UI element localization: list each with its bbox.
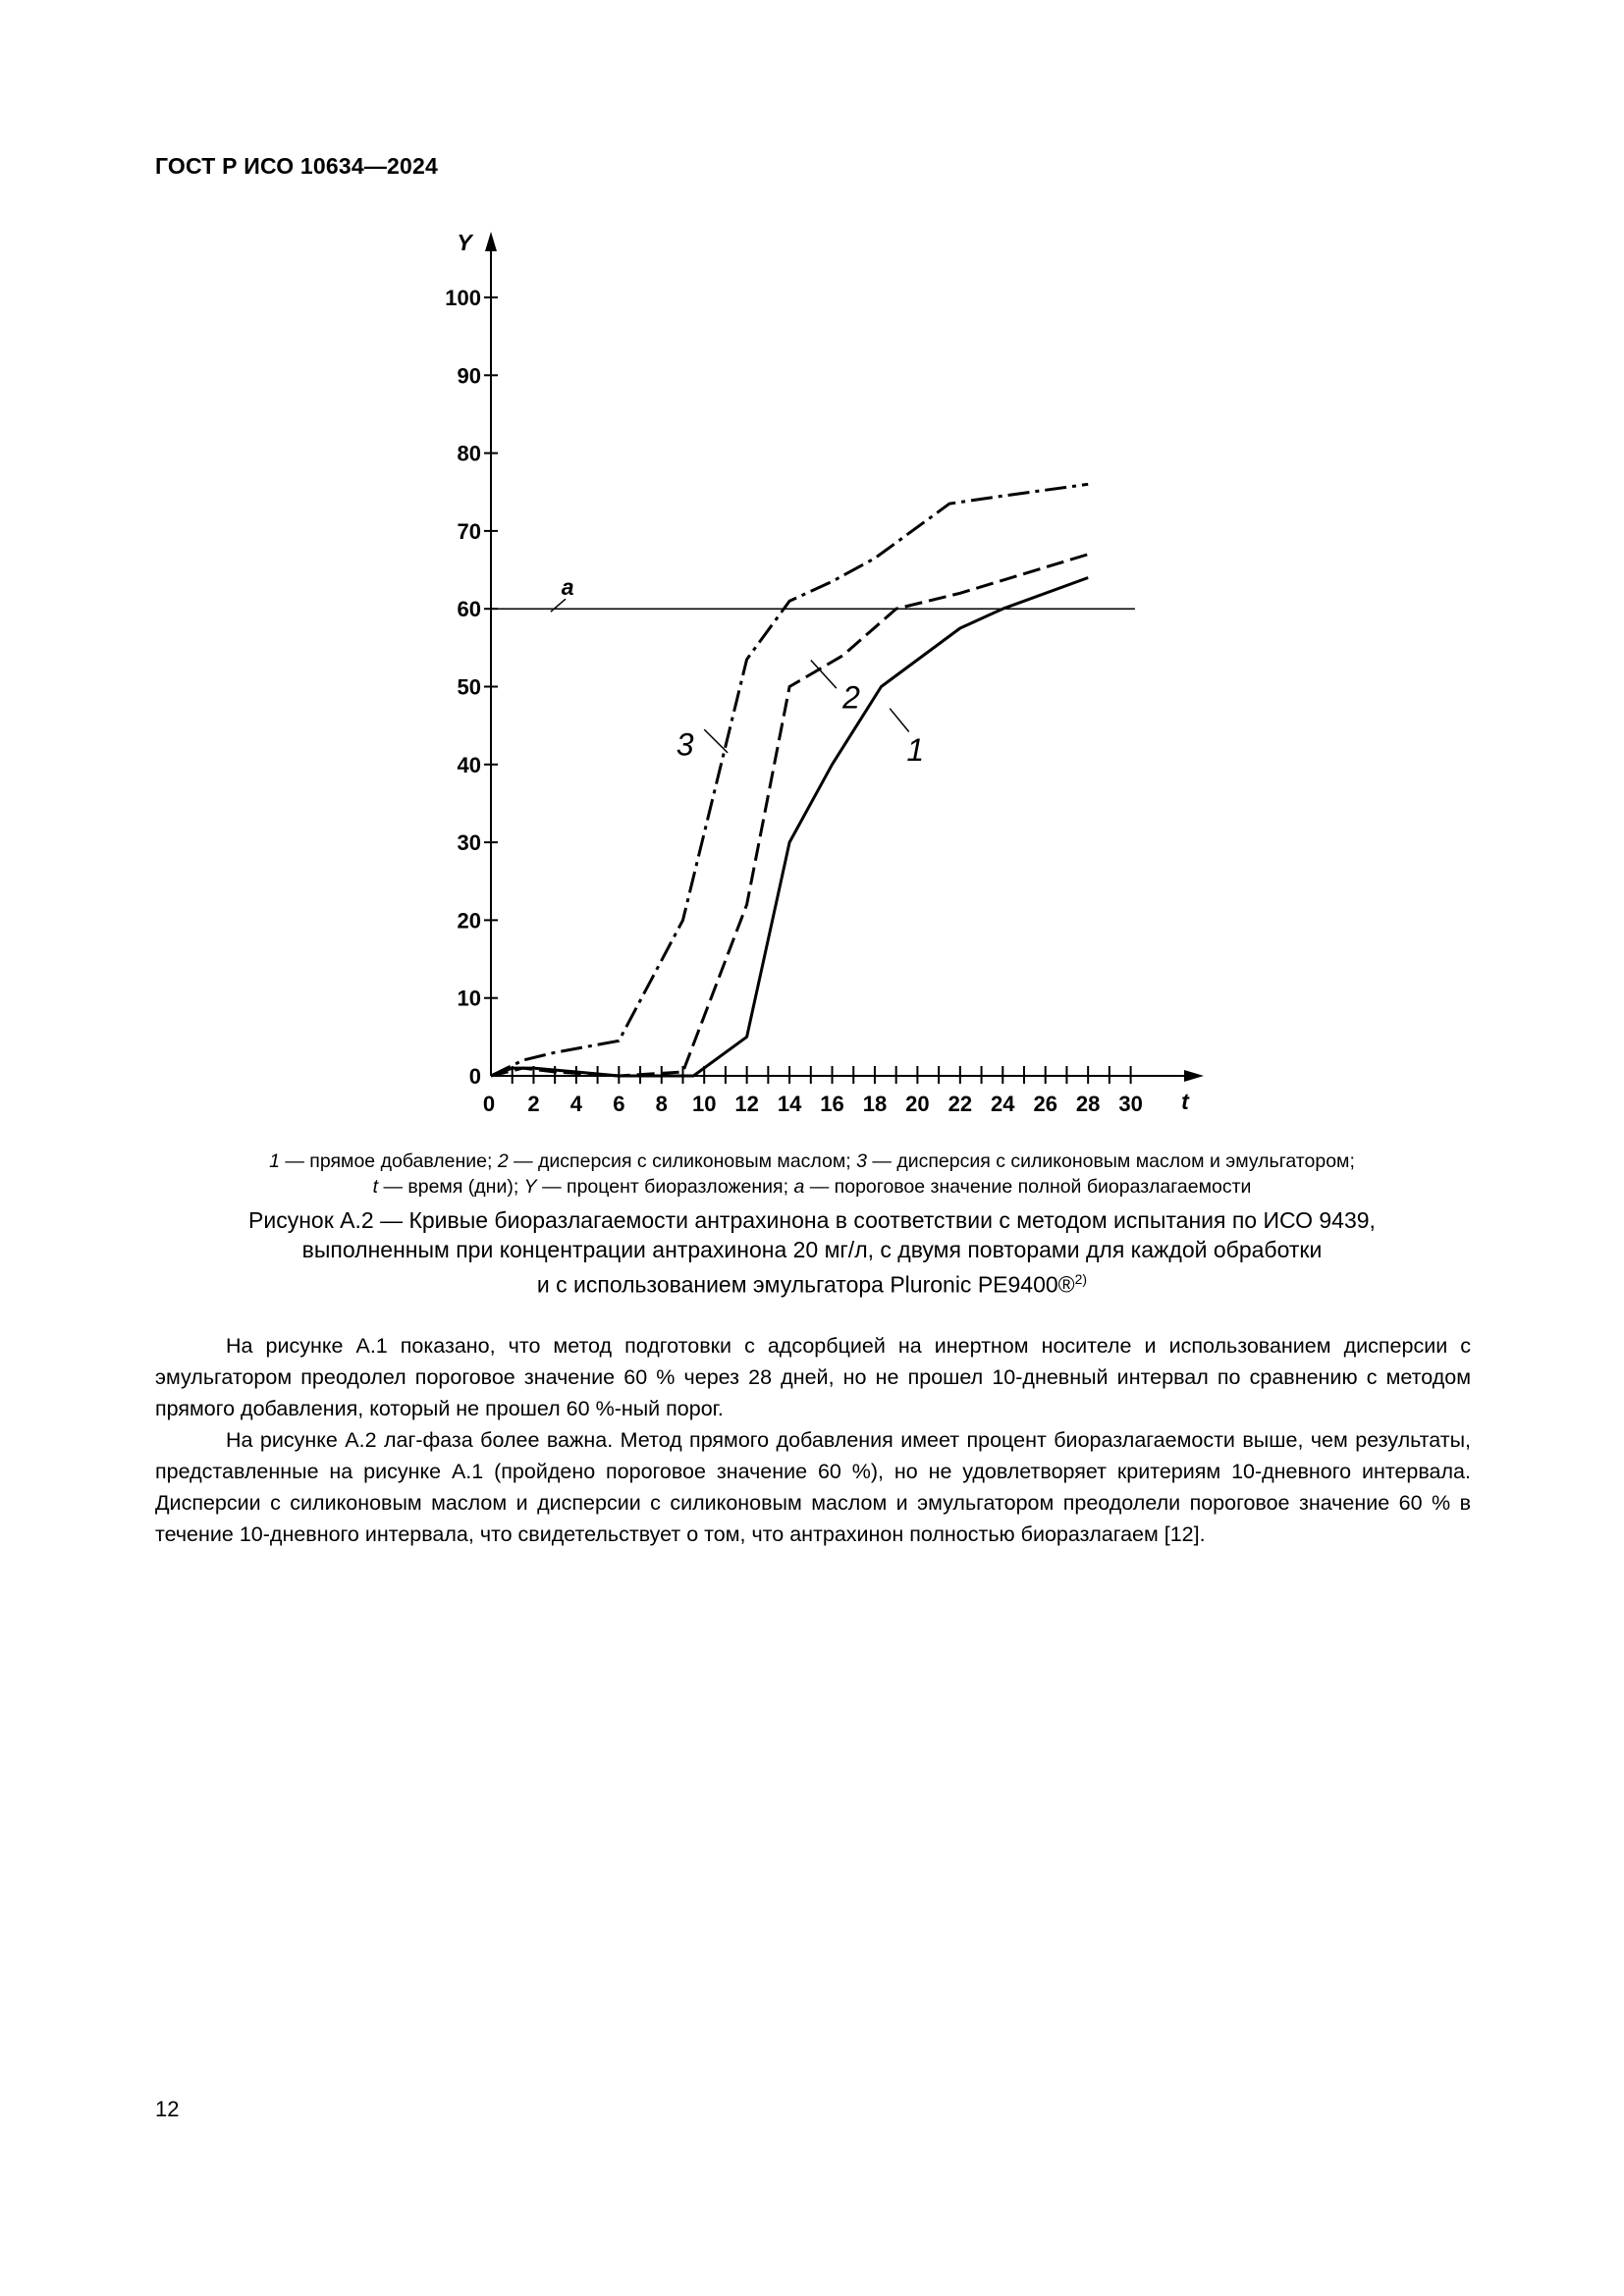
y-axis-label: Y	[457, 230, 472, 255]
caption-line-3-text: и с использованием эмульгатора Pluronic PE9400®	[536, 1271, 1075, 1298]
x-tick-label: 22	[947, 1092, 973, 1116]
x-tick-label: 26	[1033, 1092, 1057, 1116]
y-tick-label: 100	[445, 286, 481, 310]
series-line-3	[491, 484, 1088, 1076]
paragraph-1: На рисунке А.1 показано, что метод подготовки с адсорбцией на инертном носителе и использованием дисперсии с эмульгатором преодолел пороговое значение 60 % через 28 дней, но не прошел 10-дневный интервал по сравнению с методом прямого добавления, который не прошел 60 %-ный порог.	[155, 1334, 1471, 1420]
y-tick-label: 60	[457, 597, 481, 622]
x-tick-label: 20	[905, 1092, 930, 1116]
x-tick-label: 16	[820, 1092, 844, 1116]
series-line-1	[491, 578, 1088, 1077]
y-tick-label: 30	[457, 830, 481, 856]
x-tick-label: 12	[734, 1092, 759, 1116]
caption-footnote-ref: 2)	[1074, 1271, 1088, 1287]
x-tick-label: 4	[569, 1092, 583, 1116]
threshold-leader	[551, 599, 566, 612]
curve-label-1: 1	[906, 731, 925, 768]
paragraph-2: На рисунке А.2 лаг-фаза более важна. Метод прямого добавления имеет процент биоразлагаемости выше, чем результаты, представленные на рисунке А.1 (пройдено пороговое значение 60 %), но не удовлетворяет критериям 10-дневного интервала. Дисперсии с силиконовым маслом и дисперсии с силиконовым маслом и эмульгатором преодолели пороговое значение 60 % в течение 10-дневного интервала, что свидетельствует о том, что антрахинон полностью биоразлагаем [12].	[155, 1428, 1471, 1546]
caption-line-3	[118, 1264, 1506, 1300]
x-tick-label: 8	[655, 1092, 668, 1116]
legend-symbol: 1	[269, 1150, 280, 1172]
y-tick-label: 70	[457, 518, 481, 544]
y-tick-label: 20	[457, 908, 481, 934]
caption-line-2: выполненным при концентрации антрахинона 20 мг/л, с двумя повторами для каждой обработки	[301, 1237, 1323, 1262]
x-tick-label: 0	[482, 1092, 496, 1116]
x-tick-label: 10	[691, 1092, 717, 1116]
legend-symbol: a	[793, 1176, 805, 1198]
x-axis-arrow-icon	[1184, 1070, 1204, 1082]
figure-caption	[118, 1205, 1506, 1300]
legend-symbol: 2	[497, 1150, 509, 1172]
legend-symbol: 3	[856, 1150, 867, 1172]
curve-label-3: 3	[676, 726, 694, 763]
x-tick-label: 28	[1075, 1092, 1101, 1116]
series-line-2	[491, 555, 1088, 1076]
x-tick-label: 30	[1118, 1092, 1143, 1116]
curve-label-leader	[704, 729, 728, 753]
legend-symbol: t	[372, 1176, 379, 1198]
x-axis-label: t	[1181, 1089, 1189, 1114]
page-number: 12	[155, 2097, 180, 2121]
y-tick-label: 10	[457, 986, 481, 1011]
curve-label-leader	[811, 661, 837, 689]
x-tick-label: 2	[527, 1092, 540, 1116]
caption-line-1: Рисунок А.2 — Кривые биоразлагаемости антрахинона в соответствии с методом испытания по ИСО 9439,	[248, 1207, 1376, 1233]
x-tick-label: 18	[862, 1092, 888, 1116]
y-tick-label: 90	[457, 363, 481, 389]
curve-label-leader	[890, 709, 909, 732]
y-tick-label: 80	[457, 441, 481, 466]
y-tick-label: 0	[468, 1064, 481, 1089]
document-header: ГОСТ Р ИСО 10634—2024	[155, 153, 439, 179]
body-text	[155, 1330, 1471, 1550]
x-tick-label: 24	[991, 1092, 1015, 1116]
curve-label-2: 2	[842, 679, 860, 716]
y-tick-label: 40	[457, 752, 481, 777]
threshold-label: a	[561, 574, 574, 601]
chart-legend	[118, 1148, 1506, 1200]
legend-symbol: Y	[523, 1176, 537, 1198]
x-tick-label: 6	[613, 1092, 625, 1116]
y-tick-label: 50	[457, 674, 481, 700]
legend-line-1: 1 — прямое добавление; 2 — дисперсия с силиконовым маслом; 3 — дисперсия с силиконовым маслом и эмульгатором;	[269, 1150, 1355, 1172]
y-axis-arrow-icon	[485, 232, 497, 251]
legend-line-2: t — время (дни); Y — процент биоразложения; a — пороговое значение полной биоразлагаемости	[372, 1176, 1252, 1198]
x-tick-label: 14	[777, 1092, 802, 1116]
